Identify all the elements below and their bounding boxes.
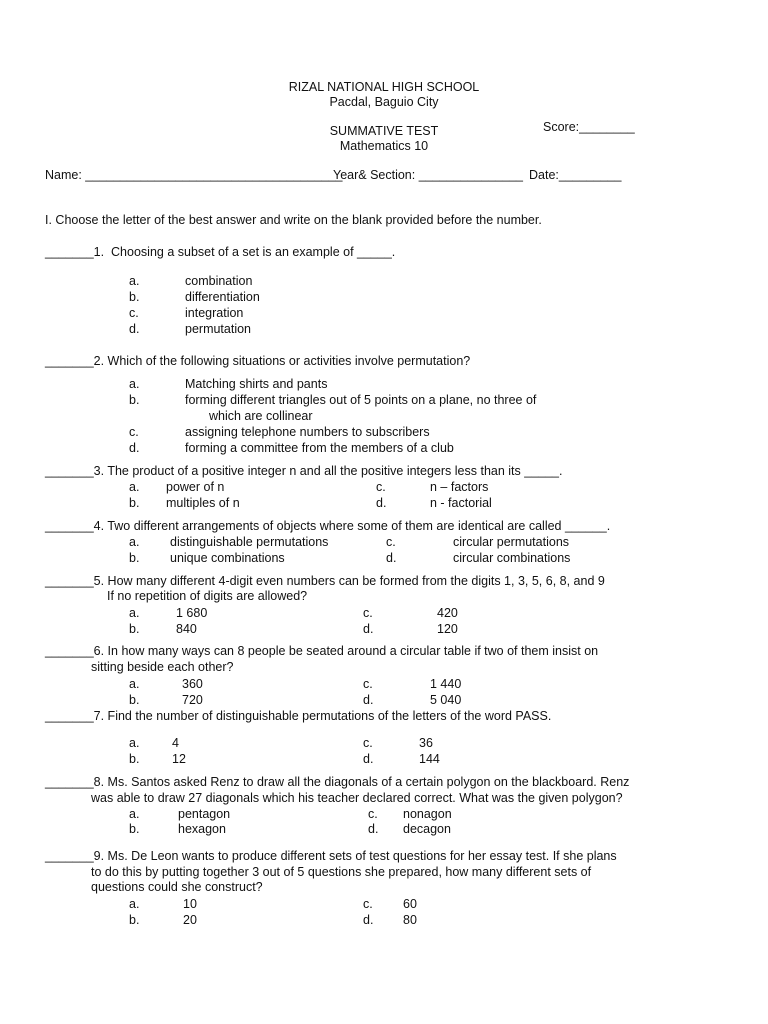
q3-choice-d: n - factorial — [430, 496, 492, 510]
question-4: _______4. Two different arrangements of objects where some of them are identical are called ______. — [45, 519, 611, 533]
q8-choice-a: pentagon — [178, 807, 231, 821]
q8-choice-c-letter: c. — [368, 807, 378, 821]
question-5-cont: If no repetition of digits are allowed? — [107, 589, 308, 603]
q6-choice-c: 1 440 — [430, 677, 462, 691]
q8-choice-a-letter: a. — [129, 807, 140, 821]
q9-choice-a-letter: a. — [129, 897, 140, 911]
question-9-cont-2: questions could she construct? — [91, 880, 263, 894]
score-field: Score:________ — [543, 120, 635, 134]
question-7: _______7. Find the number of distinguishable permutations of the letters of the word PASS. — [45, 709, 552, 723]
question-8-cont: was able to draw 27 diagonals which his teacher declared correct. What was the given polygon? — [91, 791, 623, 805]
q3-choice-d-letter: d. — [376, 496, 387, 510]
q5-choice-d-letter: d. — [363, 622, 374, 636]
q8-choice-c: nonagon — [403, 807, 452, 821]
q9-choice-d-letter: d. — [363, 913, 374, 927]
q7-choice-b: 12 — [172, 752, 186, 766]
q2-choice-c: assigning telephone numbers to subscribers — [185, 425, 430, 439]
q4-choice-d-letter: d. — [386, 551, 397, 565]
q5-choice-c: 420 — [437, 606, 458, 620]
q8-choice-d: decagon — [403, 822, 451, 836]
q9-choice-b-letter: b. — [129, 913, 140, 927]
q4-choice-a: distinguishable permutations — [170, 535, 329, 549]
question-5: _______5. How many different 4-digit even numbers can be formed from the digits 1, 3, 5, 6, 8, and 9 — [45, 574, 605, 588]
question-6: _______6. In how many ways can 8 people be seated around a circular table if two of them insist on — [45, 644, 599, 658]
question-2: _______2. Which of the following situations or activities involve permutation? — [45, 354, 471, 368]
q6-choice-a-letter: a. — [129, 677, 140, 691]
q2-choice-b-letter: b. — [129, 393, 140, 407]
q9-choice-d: 80 — [403, 913, 417, 927]
question-8: _______8. Ms. Santos asked Renz to draw all the diagonals of a certain polygon on the blackboard. Renz — [45, 775, 630, 789]
q6-choice-c-letter: c. — [363, 677, 373, 691]
date-field: Date:_________ — [529, 168, 622, 182]
q7-choice-b-letter: b. — [129, 752, 140, 766]
q1-choice-c: integration — [185, 306, 244, 320]
question-6-cont: sitting beside each other? — [91, 660, 234, 674]
q5-choice-a: 1 680 — [176, 606, 208, 620]
q9-choice-c-letter: c. — [363, 897, 373, 911]
q1-choice-a-letter: a. — [129, 274, 140, 288]
q1-choice-c-letter: c. — [129, 306, 139, 320]
q2-choice-d-letter: d. — [129, 441, 140, 455]
q2-choice-b-cont: which are collinear — [209, 409, 313, 423]
q9-choice-a: 10 — [183, 897, 197, 911]
q3-choice-a-letter: a. — [129, 480, 140, 494]
q1-choice-d: permutation — [185, 322, 252, 336]
question-9: _______9. Ms. De Leon wants to produce different sets of test questions for her essay test. If she plans — [45, 849, 617, 863]
section-field: Year& Section: _______________ — [333, 168, 523, 182]
q5-choice-d: 120 — [437, 622, 458, 636]
q8-choice-d-letter: d. — [368, 822, 379, 836]
question-9-cont-1: to do this by putting together 3 out of 5 questions she prepared, how many different sets of — [91, 865, 592, 879]
q5-choice-b: 840 — [176, 622, 197, 636]
q2-choice-a-letter: a. — [129, 377, 140, 391]
q7-choice-d-letter: d. — [363, 752, 374, 766]
question-3: _______3. The product of a positive integer n and all the positive integers less than its _____. — [45, 464, 563, 478]
instructions: I. Choose the letter of the best answer and write on the blank provided before the number. — [45, 213, 542, 227]
school-name: RIZAL NATIONAL HIGH SCHOOL — [288, 80, 480, 94]
q2-choice-b: forming different triangles out of 5 points on a plane, no three of — [185, 393, 537, 407]
q2-choice-c-letter: c. — [129, 425, 139, 439]
q4-choice-c-letter: c. — [386, 535, 396, 549]
q1-choice-b: differentiation — [185, 290, 260, 304]
name-field: Name: _____________________________________ — [45, 168, 343, 182]
q8-choice-b-letter: b. — [129, 822, 140, 836]
q5-choice-c-letter: c. — [363, 606, 373, 620]
q3-choice-c: n – factors — [430, 480, 489, 494]
q1-choice-a: combination — [185, 274, 253, 288]
q7-choice-c: 36 — [419, 736, 433, 750]
subject-title: Mathematics 10 — [339, 139, 429, 153]
q7-choice-a: 4 — [172, 736, 179, 750]
q7-choice-a-letter: a. — [129, 736, 140, 750]
test-title: SUMMATIVE TEST — [329, 124, 439, 138]
q4-choice-b-letter: b. — [129, 551, 140, 565]
q3-choice-a: power of n — [166, 480, 225, 494]
q6-choice-a: 360 — [182, 677, 203, 691]
q8-choice-b: hexagon — [178, 822, 226, 836]
q3-choice-b-letter: b. — [129, 496, 140, 510]
q9-choice-b: 20 — [183, 913, 197, 927]
q9-choice-c: 60 — [403, 897, 417, 911]
q6-choice-b: 720 — [182, 693, 203, 707]
q6-choice-d-letter: d. — [363, 693, 374, 707]
q6-choice-b-letter: b. — [129, 693, 140, 707]
q3-choice-b: multiples of n — [166, 496, 240, 510]
q4-choice-b: unique combinations — [170, 551, 285, 565]
question-1: _______1. Choosing a subset of a set is an example of _____. — [45, 245, 396, 259]
q7-choice-d: 144 — [419, 752, 440, 766]
q1-choice-b-letter: b. — [129, 290, 140, 304]
q7-choice-c-letter: c. — [363, 736, 373, 750]
q2-choice-a: Matching shirts and pants — [185, 377, 328, 391]
school-location: Pacdal, Baguio City — [329, 95, 439, 109]
q3-choice-c-letter: c. — [376, 480, 386, 494]
q2-choice-d: forming a committee from the members of a club — [185, 441, 454, 455]
q6-choice-d: 5 040 — [430, 693, 462, 707]
q5-choice-b-letter: b. — [129, 622, 140, 636]
q1-choice-d-letter: d. — [129, 322, 140, 336]
q4-choice-c: circular permutations — [453, 535, 570, 549]
q5-choice-a-letter: a. — [129, 606, 140, 620]
q4-choice-a-letter: a. — [129, 535, 140, 549]
q4-choice-d: circular combinations — [453, 551, 571, 565]
